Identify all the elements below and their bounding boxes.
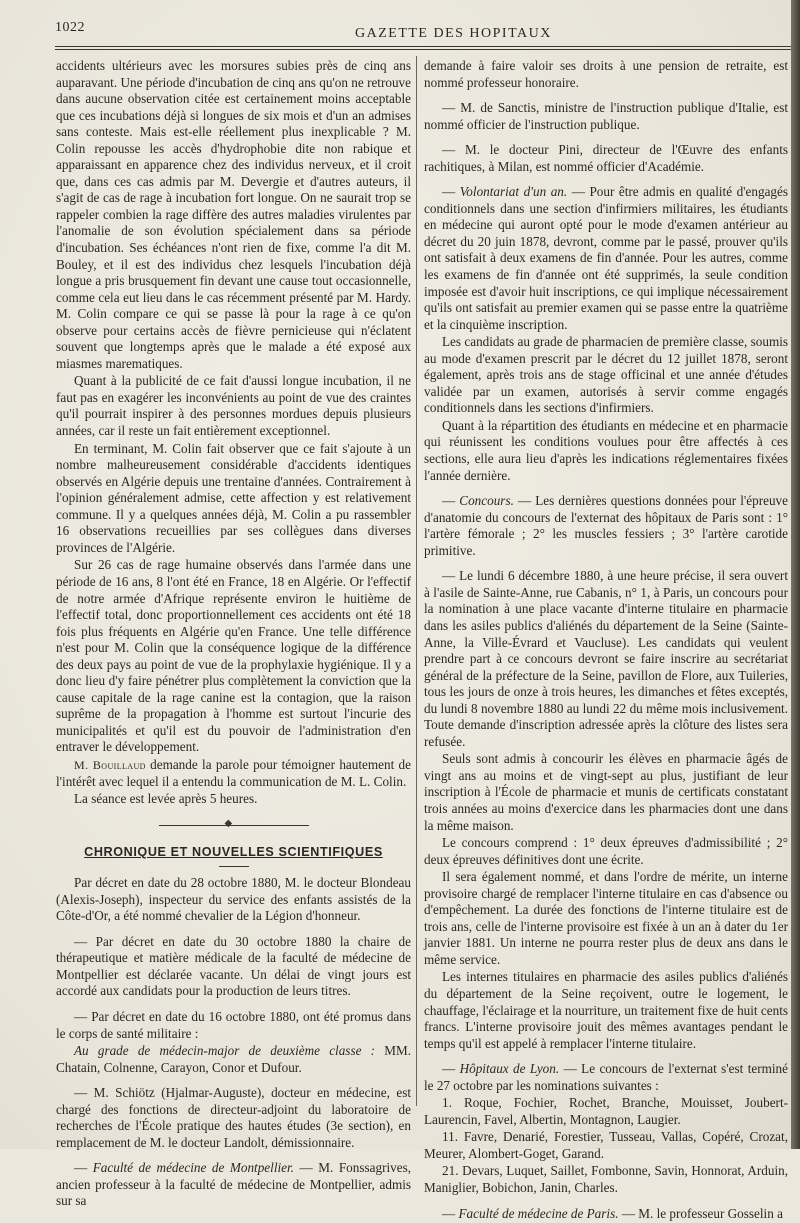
speaker-name: M. Bouillaud [74,757,146,772]
paragraph: Quant à la répartition des étudiants en médecine et en pharmacie qui réunissent les conditions voulues pour être affectés à ces sections, elle aura lieu d'après les indications réglementaires fixées l'année dernière. [424,417,788,483]
paragraph: Quant à la publicité de ce fait d'aussi longue incubation, il ne faut pas en exagérer les inconvénients au point de vue des craintes qu'il pourrait inspirer à des personnes mordues depuis plusieurs années, car il reste un fait entièrement exceptionnel. [56,373,411,439]
paragraph [56,1043,411,1076]
section-title: CHRONIQUE ET NOUVELLES SCIENTIFIQUES [84,844,383,859]
journal-title: GAZETTE DES HOPITAUX [355,26,552,41]
paragraph: demande à faire valoir ses droits à une pension de retraite, est nommé professeur honoraire. [424,58,788,90]
paragraph: Le concours comprend : 1° deux épreuves d'admissibilité ; 2° deux épreuves définitives dont une écrite. [424,835,788,867]
paragraph: — Faculté de médecine de Paris. — M. le professeur Gosselin a [442,1205,783,1221]
paragraph: — Par décret en date du 16 octobre 1880, ont été promus dans le corps de santé militaire : [56,1008,411,1041]
paragraph-text: — M. Fonssagrives, ancien professeur à la faculté de médecine de Montpellier, admis sur sa [56,1160,411,1209]
paragraph: Il sera également nommé, et dans l'ordre de mérite, un interne provisoire chargé de remplacer l'interne titulaire en cas d'absence ou d'empêchement. La durée des fonctions de l'interne titulaire est de trois ans, celle de l'interne provisoire est fixée à un an à dater du 1er janvier 1881. Un interne ne pourra rester plus de deux ans dans le même service. [424,869,788,967]
italic-heading: Au grade de médecin-major de deuxième classe : [74,1043,376,1059]
header-rule [55,46,795,50]
page-number: 1022 [55,20,85,35]
italic-heading: Concours. [459,493,514,509]
list-item: 11. Favre, Denarié, Forestier, Tusseau, Vallas, Copéré, Crozat, Meurer, Alombert-Goget, Garand. [424,1129,788,1161]
paragraph: — M. Schiötz (Hjalmar-Auguste), docteur en médecine, est chargé des fonctions de directeur-adjoint du laboratoire de recherches de l'École pratique des hautes études (3e section), en remplacement de M. le docteur Landolt, démissionnaire. [56,1085,411,1150]
paragraph: Seuls sont admis à concourir les élèves en pharmacie âgés de vingt ans au moins et de vingt-sept au plus, justifiant de leur inscription à l'École de pharmacie et munis de certificats constatant trois années au moins d'exercice dans les pharmacies dont une dans la même maison. [424,751,788,833]
paragraph-text: demande la parole pour témoigner hautement de l'intérêt avec lequel il a entendu la communication de M. L. Colin. [56,756,412,789]
paragraph: — Concours. — Les dernières questions données pour l'épreuve d'anatomie du concours de l'externat des hôpitaux de Paris sont : 1° l'artère fémorale ; 2° les muscles fessiers ; 3° l'artère carotide primitive. [424,493,789,558]
paragraph-text: MM. Chatain, Colnenne, Carayon, Conor et Dufour. [56,1043,411,1075]
paragraph-text: — Pour être admis en qualité d'engagés conditionnels dans une section d'infirmiers militaires, les étudiants en médecine qui auront opté pour le mode d'examen antérieur au décret du 20 juin 1878, devront, comme par le passé, prouver qu'ils ont satisfait à deux examens de fin d'année. Pour les autres, comme les examens de fin d'année ont été supprimés, la seule condition imposée est d'avoir huit inscriptions, ce qui implique nécessairement qu'ils ont satisfait au premier examen qui se passe entre la quatrième et la cinquième inscription. [424,184,789,332]
italic-heading: Volontariat d'un an. [459,184,568,200]
page-edge [791,0,800,1149]
left-column [56,58,411,1211]
paragraph: accidents ultérieurs avec les morsures subies près de cinq ans auparavant. Une période d'incubation de cinq ans qu'on ne retrouve dans aucune observation citée est certainement moins acceptable que ces incubations déjà si longues de six mois et d'un an admises sans conteste. Mais est-elle réellement plus inexplicable ? M. Colin repousse les accès d'hydrophobie dite non rabique et apparaissant en apparence chez des individus nerveux, et il croit que, dans ces cas admis par M. Devergie et d'autres auteurs, il s'agit de cas de rage à incubation fort longue. On ne saurait trop se rappeler combien la rage diffère des autres maladies virulentes par l'anomalie de son évolution spécialement dans sa période d'incubation. Ses échéances n'ont rien de fixe, comme l'a dit M. Bouley, et il est des individus chez lesquels l'incubation déjà longue a pris brusquement fin devant une cause tout occasionnelle, comme cela eut lieu dans le cas récemment présenté par M. Hardy. M. Colin compare ce qui se passe là pour la rage à ce qu'on observe pour certains accès de fièvre pernicieuse qui n'éclatent souvent que longtemps après que le malade a été exposé aux miasmes marematiques. [56,58,411,371]
paragraph: — M. le docteur Pini, directeur de l'Œuvre des enfants rachitiques, à Milan, est nommé officier d'Académie. [424,142,788,174]
paragraph-text: — Le concours de l'externat s'est terminé le 27 octobre par les nominations suivantes : [424,1061,788,1093]
paragraph: Sur 26 cas de rage humaine observés dans l'armée dans une période de 16 ans, 8 l'ont été en France, 18 en Algérie. Or l'effectif de notre armée d'Afrique représente environ le huitième de l'effectif total, donc proportionnellement ces accidents ont été 18 fois plus fréquents en Algérie qu'en France. Une telle différence n'est pour M. Colin que la conséquence logique de la différence des deux pays au point de vue de la prophylaxie hygiénique. Il y a donc lieu d'y faire pénétrer plus complètement la conviction que la cause capitale de la rage canine est la contagion, que la raison suprême de la propagation à l'homme est surtout l'incurie des municipalités et qu'il est du pouvoir de l'administration d'en entraver le développement. [56,557,411,755]
paragraph: — Hôpitaux de Lyon. — Le concours de l'externat s'est terminé le 27 octobre par les nominations suivantes : [424,1061,788,1093]
italic-heading: Hôpitaux de Lyon. [459,1061,560,1077]
paragraph: Les internes titulaires en pharmacie des asiles publics d'aliénés du département de la Seine reçoivent, outre le logement, le chauffage, l'éclairage et la nourriture, un traitement fixe de huit cents francs. L'interne provisoire jouit des mêmes avantages pendant le temps qu'il est appelé à remplacer l'interne titulaire. [424,969,788,1051]
paragraph: En terminant, M. Colin fait observer que ce fait s'ajoute à un nombre malheureusement considérable d'accidents identiques observés en Algérie depuis une trentaine d'années. Contrairement à l'opinion généralement admise, cette affection y est relativement commune. Il y a quelques années déjà, M. Colin a pu rassembler 16 observations recueillies par ses collègues dans diverses provinces de l'Algérie. [56,440,411,555]
paragraph-text: — Les dernières questions données pour l'épreuve d'anatomie du concours de l'externat des hôpitaux de Paris sont : 1° l'artère fémorale ; 2° les muscles fessiers ; 3° l'artère carotide primitive. [424,493,789,558]
section-rule [219,866,249,867]
paragraph: — Le lundi 6 décembre 1880, à une heure précise, il sera ouvert à l'asile de Sainte-Anne, rue Cabanis, n° 1, à Paris, un concours pour la nomination à une place vacante d'interne titulaire en pharmacie dans les asiles publics d'aliénés du département de la Seine (Sainte-Anne, la Ville-Évrard et Vaucluse). Les candidats qui veulent prendre part à ce concours devront se faire inscrire au secrétariat général de la préfecture de la Seine, pavillon de Flore, aux Tuileries, tous les jours de onze à trois heures, les dimanches et fêtes exceptés, du lundi 8 novembre 1880 au lundi 22 du même mois inclusivement. Toute demande d'inscription adressée après la clôture des listes sera refusée. [424,568,788,749]
column-separator [416,56,417,1106]
italic-heading: Faculté de médecine de Montpellier. [92,1160,294,1176]
paragraph: — Faculté de médecine de Montpellier. — M. Fonssagrives, ancien professeur à la faculté de médecine de Montpellier, admis sur sa [56,1160,411,1209]
list-item: 1. Roque, Fochier, Rochet, Branche, Mouisset, Joubert-Laurencin, Favel, Albertin, Montagnon, Laugier. [424,1095,788,1127]
section-ornament [159,822,309,830]
paragraph: Par décret en date du 28 octobre 1880, M. le docteur Blondeau (Alexis-Joseph), inspecteur du service des enfants assistés de la Côte-d'Or, a été nommé chevalier de la Légion d'honneur. [56,875,411,924]
paragraph: Les candidats au grade de pharmacien de première classe, soumis au mode d'examen prescrit par le décret du 12 juillet 1878, seront également, après trois ans de stage officinal et une année d'études validée par un examen, autorisés à servir comme engagés conditionnels dans les sections d'infirmiers. [424,334,788,416]
list-item: 21. Devars, Luquet, Saillet, Fombonne, Savin, Honnorat, Arduin, Maniglier, Bobichon, Janin, Charles. [424,1163,788,1195]
paragraph: — Par décret en date du 30 octobre 1880 la chaire de thérapeutique et matière médicale de la faculté de médecine de Montpellier est déclarée vacante. Un délai de vingt jours est accordé aux candidats pour la production de leurs titres. [56,933,411,999]
paragraph-text: — M. le professeur Gosselin a [621,1205,783,1221]
paragraph [56,757,411,790]
right-column [424,58,788,1223]
page-header [55,14,785,44]
italic-heading: Faculté de médecine de Paris. [458,1205,619,1221]
paragraph: — M. de Sanctis, ministre de l'instruction publique d'Italie, est nommé officier de l'instruction publique. [424,100,788,132]
paragraph: — Volontariat d'un an. — Pour être admis en qualité d'engagés conditionnels dans une section d'infirmiers militaires, les étudiants en médecine qui auront opté pour le mode d'examen antérieur au décret du 20 juin 1878, devront, comme par le passé, prouver qu'ils ont satisfait à deux examens de fin d'année. Pour les autres, comme les examens de fin d'année ont été supprimés, la seule condition imposée est d'avoir huit inscriptions, ce qui implique nécessairement qu'ils ont satisfait au premier examen qui se passe entre la quatrième et la cinquième inscription. [424,184,789,332]
paragraph: La séance est levée après 5 heures. [74,791,258,807]
